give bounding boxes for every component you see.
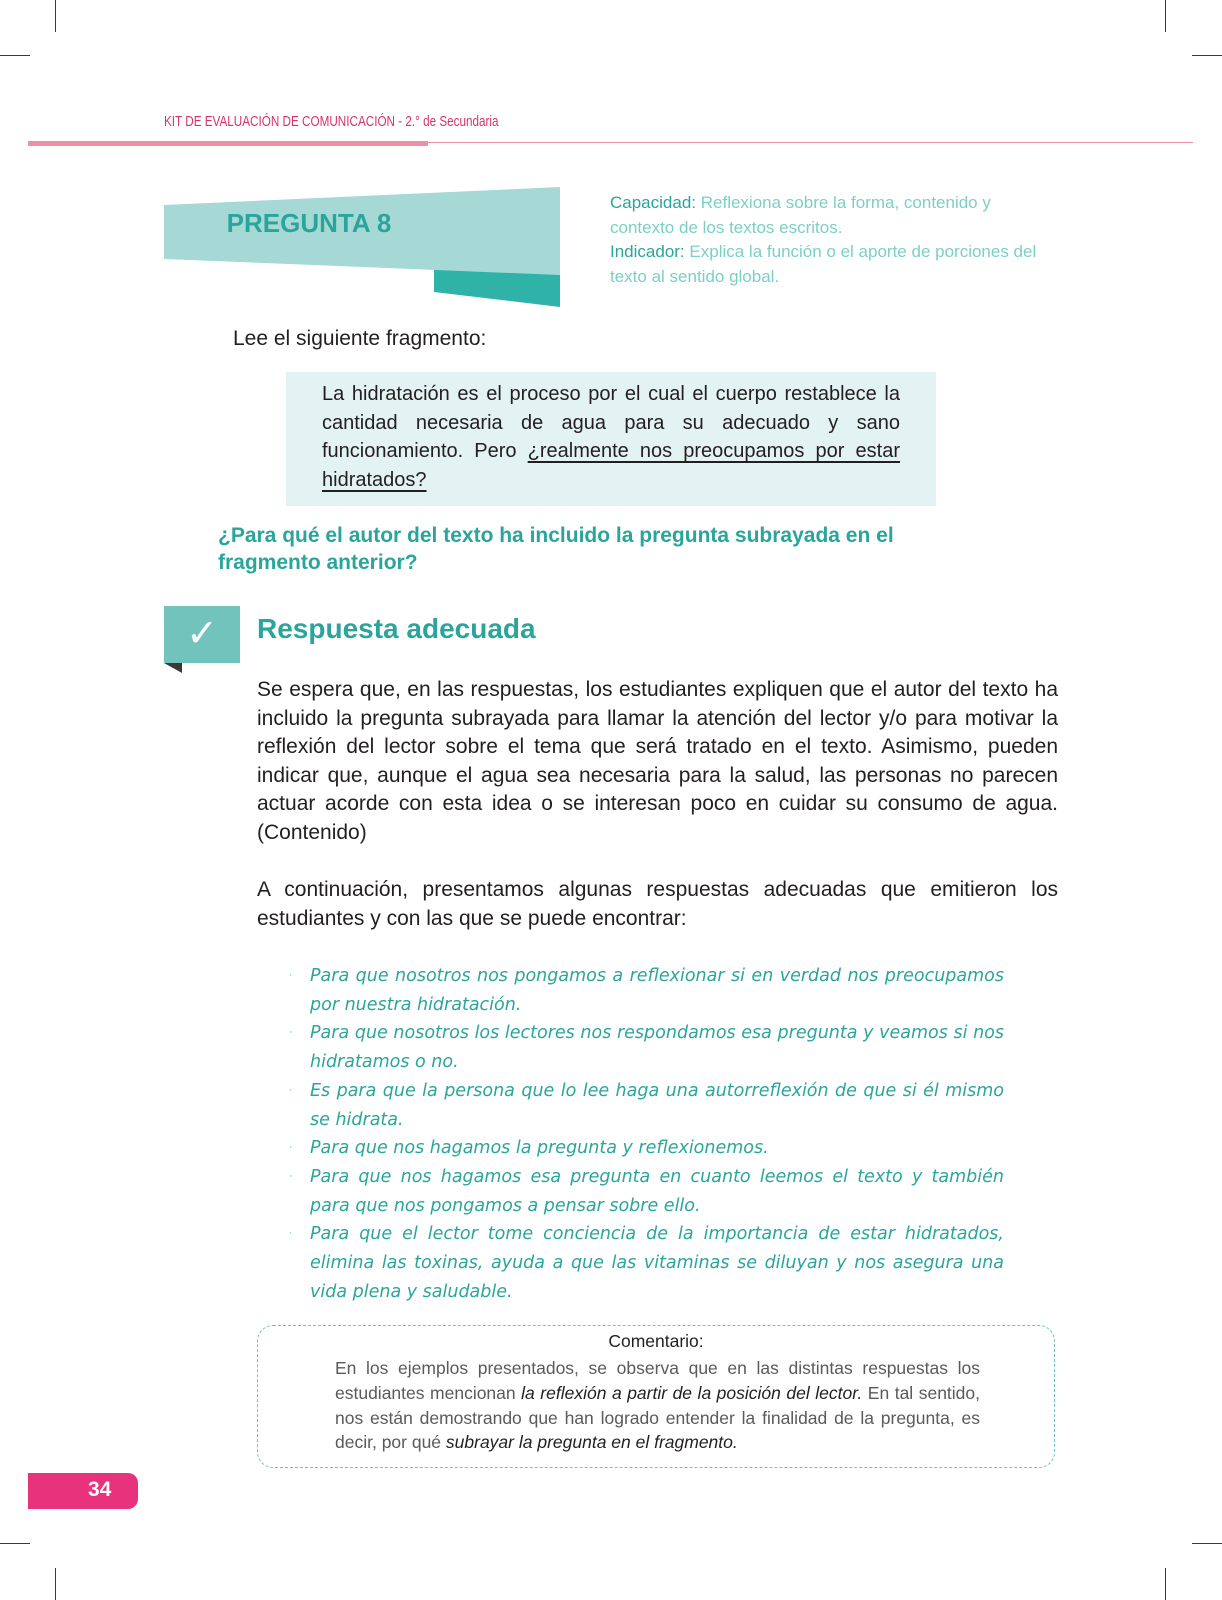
comment-title: Comentario: [608, 1331, 704, 1351]
fragment-underlined-question: ¿realmente nos preocupamos por estar hidratados? [322, 440, 900, 491]
bullet: · [288, 1080, 294, 1101]
examples-intro-paragraph: A continuación, presentamos algunas respuestas adecuadas que emitieron los estudiantes y con las que se puede encontrar: [257, 878, 1058, 930]
comment-emphasis2: subrayar la pregunta en el fragmento. [445, 1432, 738, 1453]
bullet: · [288, 1138, 294, 1159]
bullet: · [288, 1224, 294, 1245]
fragment-text [322, 380, 900, 494]
question-number: PREGUNTA 8 [226, 208, 392, 238]
expected-answer-paragraph: Se espera que, en las respuestas, los estudiantes expliquen que el autor del texto ha incluido la pregunta subrayada para llamar la atención del lector y/o para motivar la reflexión del lector sobre el tema que será tratado en el texto. Asimismo, pueden indicar que, aunque el agua sea necesaria para la salud, las personas no parecen actuar acorde con esta idea o se interesan poco en cuidar su consumo de agua. (Contenido) [257, 678, 1058, 844]
check-icon: ✓ [186, 613, 218, 655]
answer-section-title: Respuesta adecuada [257, 613, 536, 644]
list-item [288, 1163, 1004, 1220]
student-answer: Para que el lector tome conciencia de la importancia de estar hidratados, elimina las toxinas, ayuda a que las vitaminas se diluyan y nos asegura una vida plena y saludable. [310, 1224, 1004, 1302]
indicator-label: Indicador: [610, 242, 685, 261]
student-answer: Para que nosotros nos pongamos a reflexionar si en verdad nos preocupamos por nuestra hidratación. [310, 966, 1004, 1015]
comment-emphasis1: la reflexión a partir de la posición del lector. [521, 1382, 863, 1403]
list-item [288, 1019, 1004, 1076]
comment-text [335, 1356, 980, 1455]
crop-mark [0, 55, 30, 56]
bullet: · [288, 966, 294, 986]
crop-mark [1192, 55, 1222, 56]
comment-part2: En tal sentido, nos están demostrando que han logrado entender la finalidad de la pregunta, es decir, por qué [335, 1382, 980, 1453]
list-item [288, 1134, 1004, 1163]
comment-part1: En los ejemplos presentados, se observa que en las distintas respuestas los estudiantes mencionan [335, 1358, 980, 1403]
student-answer: Para que nos hagamos la pregunta y reflexionemos. [310, 1138, 769, 1159]
crop-mark [1165, 1568, 1166, 1600]
crop-mark [1192, 1543, 1222, 1544]
crop-mark [55, 0, 56, 32]
question-banner [164, 187, 560, 307]
list-item [288, 1220, 1004, 1306]
capacity-label: Capacidad: [610, 193, 697, 212]
page-number-tab [28, 1473, 138, 1509]
student-answers-list [288, 962, 1004, 1306]
student-answer: Para que nosotros los lectores nos respondamos esa pregunta y veamos si nos hidratamos o no. [310, 1023, 1004, 1073]
fragment-body: La hidratación es el proceso por el cual el cuerpo restablece la cantidad necesaria de agua para su adecuado y sano funcionamiento. Pero [322, 383, 900, 462]
crop-mark [0, 1543, 30, 1544]
crop-mark [55, 1568, 56, 1600]
student-answer: Es para que la persona que lo lee haga una autorreflexión de que si él mismo se hidrata. [310, 1080, 1004, 1130]
instruction: Lee el siguiente fragmento: [233, 327, 487, 350]
bullet: · [288, 1166, 294, 1187]
bullet: · [288, 1023, 294, 1044]
crop-mark [1165, 0, 1166, 32]
capacity-block [610, 191, 1050, 289]
indicator-text: Explica la función o el aporte de porciones del texto al sentido global. [610, 242, 1037, 286]
question-text: ¿Para qué el autor del texto ha incluido la pregunta subrayada en el fragmento anterior? [218, 524, 894, 574]
list-item [288, 1077, 1004, 1134]
capacity-text: Reflexiona sobre la forma, contenido y contexto de los textos escritos. [610, 193, 991, 237]
list-item [288, 962, 1004, 1019]
student-answer: Para que nos hagamos esa pregunta en cuanto leemos el texto y también para que nos pongamos a pensar sobre ello. [310, 1166, 1004, 1216]
page-number: 34 [88, 1478, 112, 1501]
check-badge-fold [164, 663, 182, 673]
header-rule-accent [28, 141, 428, 146]
running-header: KIT DE EVALUACIÓN DE COMUNICACIÓN - 2.° de Secundaria [164, 113, 499, 130]
